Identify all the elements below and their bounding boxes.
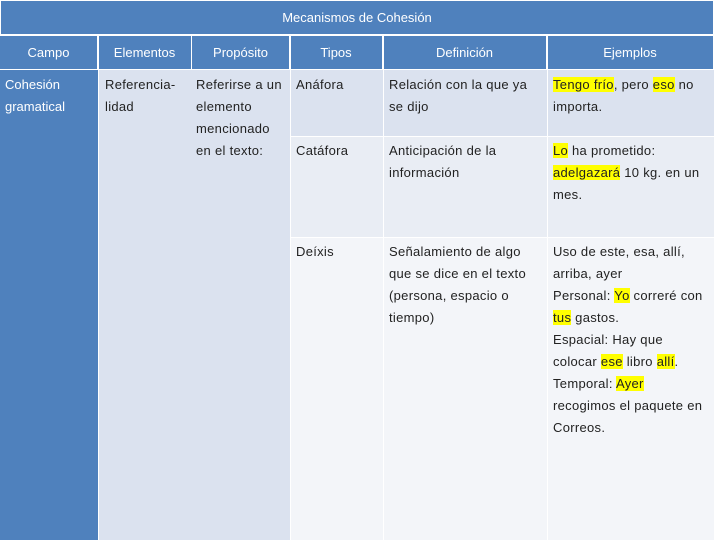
header-ejemplos: Ejemplos: [547, 36, 714, 69]
header-proposito: Propósito: [192, 36, 290, 69]
campo-label: Cohesión gramatical: [5, 77, 65, 114]
proposito-cell: [192, 70, 290, 540]
highlighted-text: Yo: [614, 288, 630, 303]
example-text: , pero: [613, 77, 653, 92]
example-personal: [553, 285, 708, 329]
definicion-label: Relación con la que ya se dijo: [389, 77, 528, 114]
ejemplo-deixis: [547, 237, 714, 540]
header-campo: Campo: [0, 36, 98, 69]
divider: [714, 0, 715, 540]
tipo-catafora: [290, 136, 383, 237]
definicion-catafora: [383, 136, 547, 237]
example-text: libro: [622, 354, 657, 369]
example-text: correré con: [629, 288, 703, 303]
table-title: Mecanismos de Cohesión: [0, 0, 714, 35]
divider: [98, 36, 99, 540]
tipo-deixis: [290, 237, 383, 540]
divider: [290, 237, 714, 238]
example-text: ha prometido:: [568, 143, 656, 158]
tipo-anafora: [290, 70, 383, 136]
highlighted-text: Tengo frío: [553, 77, 614, 92]
example-espacial: [553, 329, 708, 373]
example-text: 10 kg. en un mes.: [553, 165, 700, 202]
example-text: Temporal:: [553, 376, 616, 391]
example-text: .: [674, 354, 679, 369]
divider: [290, 136, 714, 137]
divider: [547, 36, 548, 540]
highlighted-text: Lo: [553, 143, 569, 158]
example-text: gastos.: [571, 310, 620, 325]
header-definicion: Definición: [383, 36, 547, 69]
divider: [0, 69, 714, 70]
proposito-label: Referirse a un elemento mencionado en el texto:: [196, 77, 282, 158]
highlighted-text: allí: [656, 354, 675, 369]
header-tipos: Tipos: [290, 36, 383, 69]
example-temporal: [553, 373, 708, 439]
tipo-label: Anáfora: [296, 77, 344, 92]
ejemplo-anafora: [547, 70, 714, 136]
highlighted-text: eso: [652, 77, 675, 92]
highlighted-text: tus: [553, 310, 572, 325]
header-elementos: Elementos: [98, 36, 192, 69]
highlighted-text: Ayer: [615, 376, 644, 391]
campo-cell: [0, 70, 98, 540]
tipo-label: Deíxis: [296, 244, 334, 259]
example-text: Espacial: Hay que colocar: [553, 332, 663, 369]
divider: [290, 36, 291, 540]
highlighted-text: adelgazará: [553, 165, 621, 180]
example-text: no importa.: [553, 77, 694, 114]
elemento-label: Referencia-lidad: [105, 77, 176, 114]
definicion-anafora: [383, 70, 547, 136]
example-line: Uso de este, esa, allí, arriba, ayer: [553, 244, 685, 281]
highlighted-text: ese: [600, 354, 623, 369]
divider: [192, 36, 193, 540]
ejemplo-catafora: [547, 136, 714, 237]
definicion-label: Anticipación de la información: [389, 143, 497, 180]
definicion-deixis: [383, 237, 547, 540]
tipo-label: Catáfora: [296, 143, 349, 158]
example-text: Personal:: [553, 288, 615, 303]
definicion-label: Señalamiento de algo que se dice en el texto (persona, espacio o tiempo): [389, 244, 526, 325]
divider: [383, 36, 384, 540]
example-text: recogimos el paquete en Correos.: [553, 398, 703, 435]
elementos-cell: [99, 70, 192, 540]
